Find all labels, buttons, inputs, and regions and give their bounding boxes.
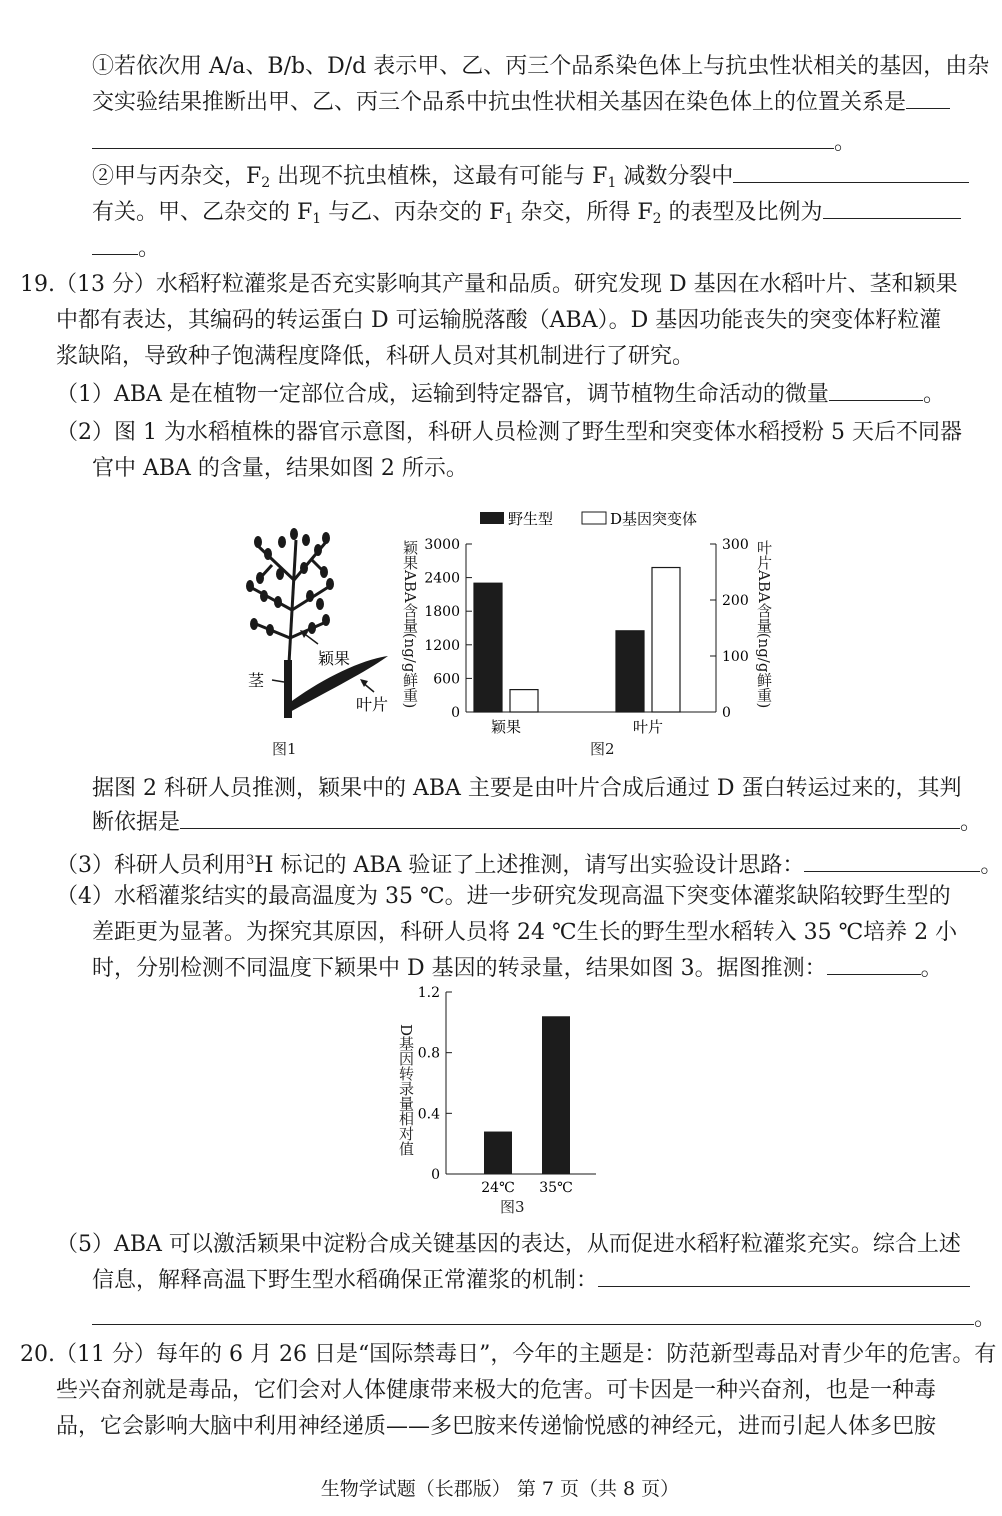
answer-blank[interactable] (598, 1266, 970, 1287)
answer-blank[interactable] (906, 88, 950, 109)
q18-text-line: ①若依次用 A/a、B/b、D/d 表示甲、乙、丙三个品系染色体上与抗虫性状相关的基因，由杂 (92, 54, 990, 79)
q20-text: 些兴奋剂就是毒品，它们会对人体健康带来极大的危害。可卡因是一种兴奋剂，也是一种毒 (56, 1378, 937, 1403)
fig3-ylabel: D基因转录量相对值 (397, 1024, 415, 1157)
page-footer: 生物学试题（长郡版） 第 7 页（共 8 页） (320, 1478, 680, 1500)
tick-label: 0 (431, 1167, 440, 1183)
q18-text-line: 。 (92, 234, 160, 264)
arrow-stem (272, 680, 284, 682)
figure-3-caption: 图3 (500, 1198, 525, 1216)
right-tick-label: 300 (722, 537, 749, 553)
label-stem: 茎 (248, 671, 265, 690)
left-tick-label: 2400 (424, 570, 460, 587)
answer-blank[interactable] (804, 851, 980, 872)
fig2-ylabel-right: 叶片ABA含量(ng/g鲜重) (755, 540, 773, 709)
legend-mutant-label: D基因突变体 (610, 510, 698, 528)
left-tick-label: 1200 (424, 637, 460, 654)
answer-blank[interactable] (92, 234, 138, 255)
right-tick-label: 100 (722, 649, 749, 665)
tick-label: 1.2 (417, 985, 440, 1001)
legend-wild-label: 野生型 (508, 510, 554, 528)
answer-blank[interactable] (827, 954, 921, 975)
figure-3-chart (396, 984, 616, 1200)
q19-sub2: 断依据是 。 (92, 810, 983, 835)
answer-blank[interactable] (823, 198, 961, 219)
q19-sub5: 信息，解释高温下野生型水稻确保正常灌浆的机制： (92, 1266, 970, 1296)
q18-text-line: 有关。甲、乙杂交的 $F_1$ 与乙、丙杂交的 $F_1$ 杂交，所得 $F_2$ 的表型及比例为 (92, 198, 961, 234)
q19-sub5: 。 (92, 1304, 996, 1334)
q18-text-line: ②甲与丙杂交，$F_2$ 出现不抗虫植株，这最有可能与 $F_1$ 减数分裂中 (92, 162, 969, 198)
q19-intro: 19.（13 分）水稻籽粒灌浆是否充实影响其产量和品质。研究发现 D 基因在水稻叶片、茎和颖果 (20, 272, 958, 297)
answer-blank[interactable] (180, 808, 960, 829)
label-leaf: 叶片 (356, 695, 389, 714)
answer-blank[interactable] (829, 380, 923, 401)
tick-label: 0.4 (417, 1106, 440, 1123)
x-category-label: 颖果 (490, 718, 522, 736)
left-tick-label: 3000 (424, 537, 460, 553)
q19-sub5: （5）ABA 可以激活颖果中淀粉合成关键基因的表达，从而促进水稻籽粒灌浆充实。综合上述 (56, 1232, 961, 1257)
bar-wild (474, 583, 502, 712)
tick-label: 0.8 (417, 1045, 440, 1062)
figure-2-caption: 图2 (590, 740, 615, 758)
q18-text-line: 。 (92, 128, 856, 158)
q19-intro: 中都有表达，其编码的转运蛋白 D 可运输脱落酸（ABA）。D 基因功能丧失的突变体籽粒灌 (56, 308, 942, 333)
q19-intro: 浆缺陷，导致种子饱满程度降低，科研人员对其机制进行了研究。 (56, 344, 695, 369)
q19-sub2: 官中 ABA 的含量，结果如图 2 所示。 (92, 456, 468, 481)
bar-mutant (510, 690, 538, 712)
q19-sub3: （3）科研人员利用$^3$H 标记的 ABA 验证了上述推测，请写出实验设计思路： 。 (56, 853, 1002, 878)
q19-sub4: （4）水稻灌浆结实的最高温度为 35 ℃。进一步研究发现高温下突变体灌浆缺陷较野生型的 (56, 884, 951, 909)
left-tick-label: 0 (451, 705, 460, 721)
legend-mutant-swatch (582, 512, 606, 524)
x-category-label: 24℃ (481, 1180, 515, 1196)
right-tick-label: 200 (722, 593, 749, 609)
q19-sub2: （2）图 1 为水稻植株的器官示意图，科研人员检测了野生型和突变体水稻授粉 5 天后不同器 (56, 420, 962, 445)
q19-sub4: 差距更为显著。为探究其原因，科研人员将 24 ℃生长的野生型水稻转入 35 ℃培养 2 小 (92, 920, 958, 945)
q19-sub4: 时，分别检测不同温度下颖果中 D 基因的转录量，结果如图 3。据图推测： 。 (92, 956, 943, 981)
x-category-label: 35℃ (539, 1180, 573, 1196)
bar-wild (616, 631, 644, 712)
answer-blank[interactable] (733, 162, 969, 183)
q20-text: 20.（11 分）每年的 6 月 26 日是“国际禁毒日”，今年的主题是：防范新型毒品对青少年的危害。有 (20, 1342, 997, 1367)
fig2-ylabel-left: 颖果ABA含量(ng/g鲜重) (401, 540, 419, 709)
figure-2-chart (396, 504, 776, 744)
left-tick-label: 600 (433, 671, 460, 688)
bar (484, 1132, 512, 1174)
q20-text: 品，它会影响大脑中利用神经递质——多巴胺来传递愉悦感的神经元，进而引起人体多巴胺 (56, 1414, 937, 1439)
label-grain: 颖果 (318, 649, 351, 668)
q19-sub1: （1）ABA 是在植物一定部位合成，运输到特定器官，调节植物生命活动的微量 。 (56, 382, 945, 407)
bar (542, 1016, 570, 1174)
q18-text-line: 交实验结果推断出甲、乙、丙三个品系中抗虫性状相关基因在染色体上的位置关系是 (92, 88, 950, 118)
plant-stem-base (284, 660, 292, 718)
x-category-label: 叶片 (632, 718, 664, 736)
figure-1-caption: 图1 (272, 740, 297, 758)
left-tick-label: 1800 (424, 604, 460, 621)
answer-blank[interactable] (92, 1304, 974, 1325)
bar-mutant (652, 568, 680, 712)
answer-blank[interactable] (92, 128, 834, 149)
right-tick-label: 0 (722, 705, 731, 721)
legend-wild-swatch (480, 512, 504, 524)
q19-sub2: 据图 2 科研人员推测，颖果中的 ABA 主要是由叶片合成后通过 D 蛋白转运过来的，其判 (92, 776, 962, 801)
